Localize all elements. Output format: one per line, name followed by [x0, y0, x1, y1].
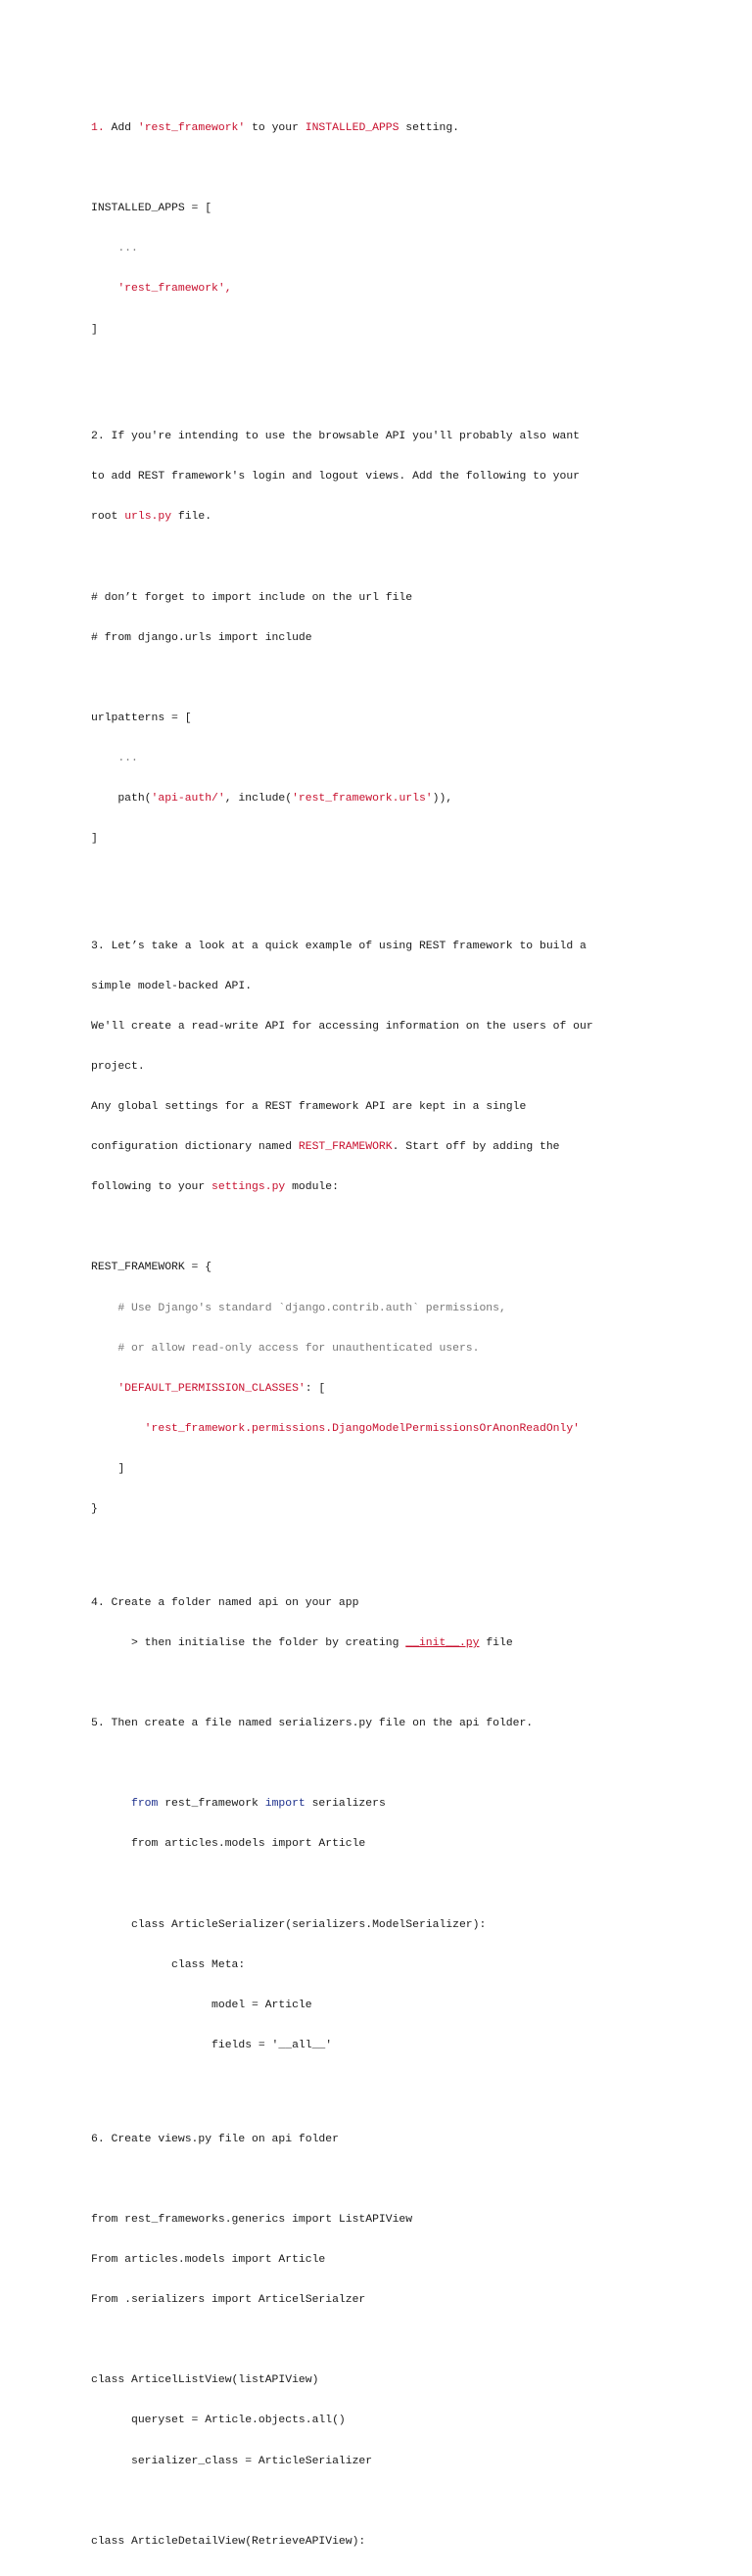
step1-line — [91, 122, 718, 136]
views-line-3: From .serializers import ArticelSerialzer — [91, 2294, 366, 2307]
views-line-2: From articles.models import Article — [91, 2254, 326, 2267]
import-keyword: import — [264, 1798, 306, 1811]
views-line-5: queryset = Article.objects.all() — [91, 2415, 346, 2427]
views-line-1: from rest_frameworks.generics import ListAPIView — [91, 2214, 413, 2227]
urlpatterns-path — [91, 793, 718, 806]
document-page — [91, 82, 718, 2576]
step1-number: 1. — [91, 122, 105, 135]
permission-classes-close: ] — [91, 1462, 125, 1475]
comment-from-django: # from django.urls import include — [91, 631, 312, 644]
rest-framework-comment-2: # or allow read-only access for unauthenticated users. — [91, 1342, 480, 1355]
step4-init-file: __init__.py — [405, 1637, 480, 1649]
installed-apps-close: ] — [91, 323, 98, 336]
step3-line-7-post: module: — [285, 1181, 339, 1194]
urlpatterns-close: ] — [91, 833, 98, 846]
permission-class-value: 'rest_framework.permissions.DjangoModelPermissionsOrAnonReadOnly' — [91, 1422, 580, 1435]
step1-setting: INSTALLED_APPS — [305, 122, 400, 135]
rest-framework-open: REST_FRAMEWORK = { — [91, 1262, 212, 1274]
step3-line-4: project. — [91, 1060, 145, 1073]
views-line-6: serializer_class = ArticleSerializer — [91, 2455, 373, 2467]
path-include-module: 'rest_framework.urls' — [292, 793, 433, 805]
serializers-line-5: model = Article — [91, 1999, 312, 2011]
step2-urls-file: urls.py — [124, 511, 172, 524]
views-line-4: class ArticelListView(listAPIView) — [91, 2374, 319, 2387]
path-call: path( — [91, 793, 152, 805]
serializers-line-3: class ArticleSerializer(serializers.ModelSerializer): — [91, 1918, 487, 1931]
path-close: )), — [432, 793, 453, 805]
urlpatterns-open: urlpatterns = [ — [91, 712, 192, 724]
installed-apps-item: 'rest_framework', — [91, 283, 232, 296]
step3-line-1: 3. Let’s take a look at a quick example of using REST framework to build a — [91, 940, 587, 952]
step3-line-5: Any global settings for a REST framework API are kept in a single — [91, 1101, 527, 1114]
rest-framework-close: } — [91, 1503, 98, 1516]
step3-line-6-pre: configuration dictionary named — [91, 1141, 299, 1154]
step4-line-2-post: file — [479, 1637, 513, 1649]
permission-classes-open: : [ — [305, 1382, 326, 1395]
step4-line-2 — [91, 1637, 718, 1651]
step3-line-6 — [91, 1141, 718, 1155]
rest-framework-comment-1: # Use Django's standard `django.contrib.auth` permissions, — [91, 1302, 506, 1314]
rest-framework-key-line — [91, 1383, 718, 1397]
step3-rest-framework-name: REST_FRAMEWORK — [298, 1141, 393, 1154]
step3-settings-file: settings.py — [212, 1181, 286, 1194]
step2-line-1: 2. If you're intending to use the browsable API you'll probably also want — [91, 431, 580, 443]
step1-text-mid: to your — [245, 122, 306, 135]
step4-line-1: 4. Create a folder named api on your app — [91, 1596, 359, 1609]
step5-line-1: 5. Then create a file named serializers.py file on the api folder. — [91, 1718, 534, 1730]
step2-line-3 — [91, 511, 718, 525]
serializers-import-line — [91, 1798, 718, 1812]
serializers-line-4: class Meta: — [91, 1958, 246, 1971]
import-module: rest_framework — [158, 1798, 265, 1811]
permission-classes-key: 'DEFAULT_PERMISSION_CLASSES' — [91, 1382, 306, 1395]
step4-line-2-pre: > then initialise the folder by creating — [91, 1637, 406, 1649]
installed-apps-open: INSTALLED_APPS = [ — [91, 203, 212, 215]
from-keyword: from — [91, 1798, 159, 1811]
installed-apps-dots: ... — [91, 243, 138, 255]
views-line-7: class ArticleDetailView(RetrieveAPIView): — [91, 2535, 366, 2548]
step3-line-2: simple model-backed API. — [91, 980, 253, 992]
path-include: , include( — [224, 793, 293, 805]
step3-line-3: We'll create a read-write API for accessing information on the users of our — [91, 1020, 593, 1033]
step1-text: Add — [104, 122, 138, 135]
step6-line-1: 6. Create views.py file on api folder — [91, 2133, 339, 2145]
serializers-line-6: fields = '__all__' — [91, 2039, 333, 2051]
path-route: 'api-auth/' — [151, 793, 225, 805]
urlpatterns-dots: ... — [91, 752, 138, 764]
step3-line-7 — [91, 1181, 718, 1195]
step1-package: 'rest_framework' — [137, 122, 246, 135]
step3-line-7-pre: following to your — [91, 1181, 212, 1194]
step2-line-3-pre: root — [91, 511, 125, 524]
step2-line-2: to add REST framework's login and logout views. Add the following to your — [91, 471, 580, 483]
step3-line-6-post: . Start off by adding the — [392, 1141, 560, 1154]
step2-line-3-post: file. — [171, 511, 212, 524]
comment-import-include: # don’t forget to import include on the url file — [91, 591, 413, 604]
step1-text-end: setting. — [399, 122, 459, 135]
import-name: serializers — [305, 1798, 386, 1811]
serializers-line-2: from articles.models import Article — [91, 1838, 366, 1851]
